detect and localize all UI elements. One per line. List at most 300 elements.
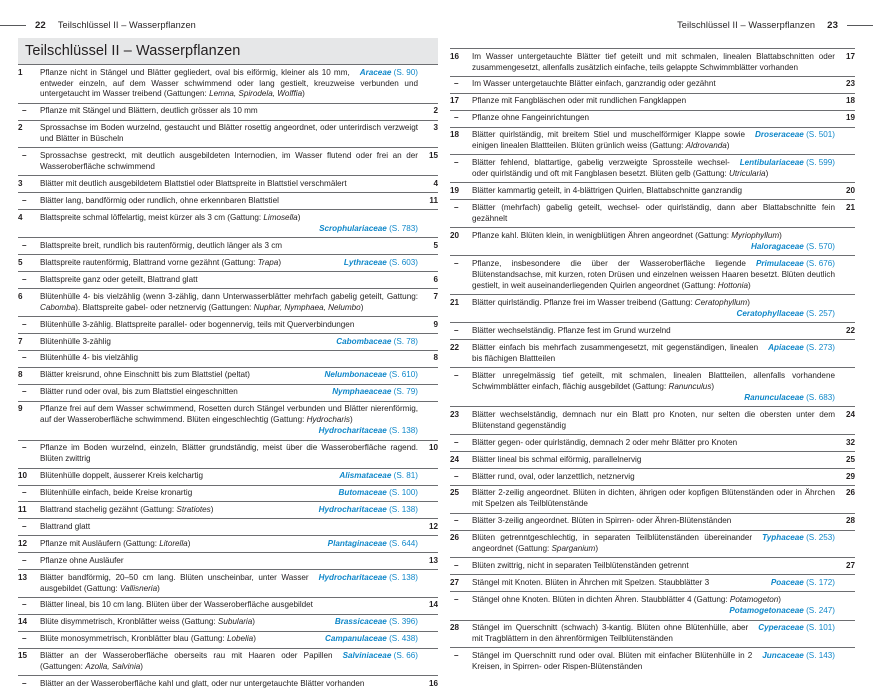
key-couplet-row[interactable] [450, 592, 855, 620]
page-reference[interactable]: (S. 683) [804, 393, 835, 402]
key-couplet-row[interactable] [18, 272, 438, 289]
couplet-description [472, 256, 835, 295]
lead-number: 19 [450, 183, 472, 200]
key-couplet-row[interactable] [18, 193, 438, 210]
key-couplet-row[interactable] [450, 93, 855, 110]
lead-number: 8 [18, 367, 40, 384]
lead-text: Blätter quirlständig, mit breitem Stiel und muschelförmiger Klappe sowie einigen linealen Blattteilen. Blüten grünlich weiss (Gattung: [472, 130, 745, 150]
goto-lead-number[interactable] [418, 485, 438, 502]
key-couplet-row[interactable] [18, 65, 438, 104]
key-couplet-row[interactable] [18, 676, 438, 692]
lead-number: 9 [18, 401, 40, 440]
key-couplet-row[interactable] [18, 103, 438, 120]
page-reference[interactable]: (S. 396) [387, 617, 418, 626]
lead-text: Blattrand stachelig gezähnt (Gattung: [40, 505, 176, 514]
genus-name: Utricularia [729, 169, 766, 178]
family-name[interactable]: Ranunculaceae [744, 393, 804, 402]
family-name[interactable]: Lentibulariaceae [740, 158, 804, 167]
key-couplet-row[interactable] [450, 155, 855, 183]
lead-dash: – [18, 350, 40, 367]
key-couplet-row[interactable] [450, 256, 855, 295]
goto-lead-number[interactable] [835, 127, 855, 155]
couplet-description [40, 553, 418, 570]
key-couplet-row[interactable] [18, 485, 438, 502]
key-couplet-row[interactable] [18, 614, 438, 631]
family-name[interactable]: Primulaceae [756, 259, 804, 268]
goto-lead-number[interactable] [835, 592, 855, 620]
goto-lead-number[interactable] [418, 502, 438, 519]
lead-number: 16 [450, 49, 472, 77]
page-reference[interactable]: (S. 783) [387, 224, 418, 233]
goto-lead-number[interactable]: 6 [418, 272, 438, 289]
genus-name: Hottonia [718, 281, 748, 290]
lead-dash: – [18, 238, 40, 255]
page-reference[interactable]: (S. 90) [391, 68, 418, 77]
couplet-description [40, 614, 418, 631]
family-reference[interactable] [755, 130, 835, 141]
couplet-description [472, 183, 835, 200]
key-couplet-row[interactable] [450, 49, 855, 77]
page-reference[interactable]: (S. 138) [387, 573, 418, 582]
family-name[interactable]: Salviniaceae [343, 651, 392, 660]
family-reference[interactable] [343, 651, 418, 662]
page-reference[interactable]: (S. 273) [804, 343, 835, 352]
family-name[interactable]: Alismataceae [339, 471, 391, 480]
goto-lead-number[interactable]: 10 [418, 440, 438, 468]
genus-name: Sparganium [552, 544, 596, 553]
lead-dash: – [450, 200, 472, 228]
lead-dash: – [450, 513, 472, 530]
page-reference[interactable]: (S. 138) [387, 505, 418, 514]
key-couplet-row[interactable] [18, 631, 438, 648]
page-reference[interactable]: (S. 172) [804, 578, 835, 587]
family-reference[interactable] [756, 259, 835, 270]
couplet-description [40, 384, 418, 401]
key-couplet-row[interactable] [450, 110, 855, 127]
lead-text: Blätter lineal bis schmal eiförmig, parallelnervig [472, 455, 641, 464]
key-couplet-row[interactable] [450, 368, 855, 407]
key-couplet-row[interactable] [450, 435, 855, 452]
couplet-description [40, 440, 418, 468]
goto-lead-number[interactable]: 5 [418, 238, 438, 255]
couplet-description [472, 592, 835, 620]
key-couplet-row[interactable] [18, 536, 438, 553]
couplet-description [472, 513, 835, 530]
key-couplet-row[interactable] [450, 183, 855, 200]
page-reference[interactable]: (S. 610) [387, 370, 418, 379]
lead-dash: – [18, 597, 40, 614]
goto-lead-number[interactable] [418, 255, 438, 272]
key-couplet-row[interactable] [18, 255, 438, 272]
goto-lead-number[interactable]: 22 [835, 323, 855, 340]
lead-text: Blüte monosymmetrisch, Kronblätter blau (Gattung: [40, 634, 227, 643]
key-couplet-row[interactable] [18, 289, 438, 317]
goto-lead-number[interactable] [418, 570, 438, 598]
lead-text: ) [157, 584, 160, 593]
family-name[interactable]: Haloragaceae [751, 242, 804, 251]
family-name[interactable]: Nymphaeaceae [332, 387, 391, 396]
lead-dash: – [18, 193, 40, 210]
lead-dash: – [18, 317, 40, 334]
couplet-description [472, 407, 835, 435]
key-couplet-row[interactable] [18, 384, 438, 401]
page-reference[interactable]: (S. 644) [387, 539, 418, 548]
goto-lead-number[interactable]: 23 [835, 76, 855, 93]
goto-lead-number[interactable] [418, 614, 438, 631]
key-rows-left [18, 65, 438, 692]
key-couplet-row[interactable] [450, 200, 855, 228]
key-couplet-row[interactable] [18, 401, 438, 440]
family-reference[interactable] [325, 634, 418, 645]
family-reference[interactable] [328, 539, 418, 550]
goto-lead-number[interactable] [418, 631, 438, 648]
goto-lead-number[interactable]: 27 [835, 558, 855, 575]
page-reference[interactable]: (S. 253) [804, 533, 835, 542]
lead-text: Blattspreite schmal löffelartig, meist kürzer als 3 cm (Gattung: [40, 213, 263, 222]
family-reference[interactable] [472, 309, 835, 320]
goto-lead-number[interactable]: 7 [418, 289, 438, 317]
key-couplet-row[interactable] [18, 350, 438, 367]
key-couplet-row[interactable] [450, 127, 855, 155]
page-reference[interactable]: (S. 599) [804, 158, 835, 167]
key-couplet-row[interactable] [18, 176, 438, 193]
goto-lead-number[interactable] [835, 530, 855, 558]
family-name[interactable]: Plantaginaceae [328, 539, 387, 548]
page-reference[interactable]: (S. 570) [804, 242, 835, 251]
goto-lead-number[interactable]: 20 [835, 183, 855, 200]
family-name[interactable]: Cabombaceae [336, 337, 391, 346]
couplet-description [472, 340, 835, 368]
goto-lead-number[interactable]: 16 [418, 676, 438, 692]
page-reference[interactable]: (S. 603) [387, 258, 418, 267]
genus-name: Stratiotes [176, 505, 210, 514]
goto-lead-number[interactable] [835, 575, 855, 592]
goto-lead-number[interactable]: 24 [835, 407, 855, 435]
goto-lead-number[interactable]: 3 [418, 120, 438, 148]
goto-lead-number[interactable] [418, 536, 438, 553]
family-reference[interactable] [771, 578, 835, 589]
goto-lead-number[interactable]: 21 [835, 200, 855, 228]
lead-dash: – [18, 272, 40, 289]
goto-lead-number[interactable] [418, 367, 438, 384]
key-couplet-row[interactable] [450, 407, 855, 435]
lead-dash: – [18, 148, 40, 176]
goto-lead-number[interactable] [418, 333, 438, 350]
family-reference[interactable] [472, 242, 835, 253]
lead-number: 17 [450, 93, 472, 110]
family-name[interactable]: Scrophulariaceae [319, 224, 387, 233]
family-name[interactable]: Campanulaceae [325, 634, 387, 643]
key-couplet-row[interactable] [450, 620, 855, 648]
family-reference[interactable] [40, 224, 418, 235]
family-reference[interactable] [344, 258, 418, 269]
running-head-rule-icon [847, 25, 873, 26]
lead-text: Blätter rund, oval, oder lanzettlich, netznervig [472, 472, 635, 481]
genus-name: Potamogeton [730, 595, 778, 604]
goto-lead-number[interactable] [418, 401, 438, 440]
family-reference[interactable] [762, 533, 835, 544]
lead-text: Blattrand glatt [40, 522, 90, 531]
couplet-description [40, 631, 418, 648]
genus-name: Nuphar, Nymphaea, Nelumbo [254, 303, 361, 312]
goto-lead-number[interactable] [418, 65, 438, 104]
key-couplet-row[interactable] [450, 76, 855, 93]
goto-lead-number[interactable]: 18 [835, 93, 855, 110]
lead-text: Blätter kammartig geteilt, in 4-blättrigen Quirlen, Blattabschnitte ganzrandig [472, 186, 742, 195]
goto-lead-number[interactable]: 14 [418, 597, 438, 614]
key-couplet-row[interactable] [18, 648, 438, 676]
couplet-description [40, 317, 418, 334]
lead-text: Blätter mit deutlich ausgebildetem Blattstiel oder Blattspreite in Blattstiel verschmälert [40, 179, 347, 188]
key-couplet-row[interactable] [450, 295, 855, 323]
goto-lead-number[interactable]: 13 [418, 553, 438, 570]
key-couplet-row[interactable] [18, 519, 438, 536]
lead-number: 14 [18, 614, 40, 631]
page-reference[interactable]: (S. 101) [804, 623, 835, 632]
key-couplet-row[interactable] [450, 323, 855, 340]
running-head-left [18, 0, 438, 30]
lead-text: Blätter bandförmig, 20–50 cm lang. Blüten unscheinbar, unter Wasser ausgebildet (Gattung: [40, 573, 309, 593]
family-name[interactable]: Hydrocharitaceae [319, 505, 387, 514]
lead-dash: – [450, 323, 472, 340]
lead-text: Pflanze kahl. Blüten klein, in wenigblütigen Ähren angeordnet (Gattung: [472, 231, 731, 240]
key-couplet-row[interactable] [18, 440, 438, 468]
page-number-right: 23 [827, 20, 838, 31]
couplet-description [40, 103, 418, 120]
couplet-description [472, 155, 835, 183]
key-couplet-row[interactable] [18, 238, 438, 255]
goto-lead-number[interactable]: 28 [835, 513, 855, 530]
goto-lead-number[interactable] [835, 648, 855, 675]
couplet-description [472, 620, 835, 648]
family-name[interactable]: Potamogetonaceae [729, 606, 804, 615]
family-reference[interactable] [319, 505, 418, 516]
goto-lead-number[interactable]: 26 [835, 485, 855, 513]
key-couplet-row[interactable] [450, 468, 855, 485]
lead-dash: – [18, 440, 40, 468]
genus-name: Lobelia [227, 634, 253, 643]
key-couplet-row[interactable] [450, 452, 855, 469]
page-reference[interactable]: (S. 78) [391, 337, 418, 346]
lead-text: Blätter lineal, bis 10 cm lang. Blüten über der Wasseroberfläche ausgebildet [40, 600, 313, 609]
goto-lead-number[interactable] [835, 295, 855, 323]
page-reference[interactable]: (S. 676) [804, 259, 835, 268]
lead-number: 3 [18, 176, 40, 193]
genus-name: Ranunculus [668, 382, 711, 391]
lead-dash: – [450, 592, 472, 620]
key-couplet-row[interactable] [450, 530, 855, 558]
lead-number: 11 [18, 502, 40, 519]
genus-name: Litorella [159, 539, 187, 548]
family-name[interactable]: Cyperaceae [758, 623, 804, 632]
goto-lead-number[interactable] [418, 648, 438, 676]
family-name[interactable]: Hydrocharitaceae [319, 573, 387, 582]
family-reference[interactable] [762, 651, 835, 662]
lead-text: Blätter einfach bis mehrfach zusammengesetzt, mit gegenständigen, linealen bis flächigen Blattteilen [472, 343, 758, 363]
running-head-right [450, 0, 855, 30]
right-page [448, 0, 873, 648]
key-couplet-row[interactable] [18, 148, 438, 176]
key-couplet-row[interactable] [18, 367, 438, 384]
family-name[interactable]: Droseraceae [755, 130, 804, 139]
genus-name: Lemna, Spirodela, Wolffia [209, 89, 302, 98]
family-name[interactable]: Juncaceae [762, 651, 804, 660]
key-couplet-row[interactable] [18, 597, 438, 614]
page-reference[interactable]: (S. 247) [804, 606, 835, 615]
goto-lead-number[interactable] [835, 368, 855, 407]
key-table-left [18, 64, 438, 692]
goto-lead-number[interactable]: 19 [835, 110, 855, 127]
key-couplet-row[interactable] [450, 558, 855, 575]
key-couplet-row[interactable] [450, 340, 855, 368]
family-name[interactable]: Typhaceae [762, 533, 804, 542]
family-reference[interactable] [740, 158, 835, 169]
goto-lead-number[interactable]: 9 [418, 317, 438, 334]
lead-number: 4 [18, 210, 40, 238]
goto-lead-number[interactable]: 11 [418, 193, 438, 210]
goto-lead-number[interactable] [835, 620, 855, 648]
family-reference[interactable] [336, 337, 418, 348]
key-couplet-row[interactable] [450, 485, 855, 513]
goto-lead-number[interactable]: 32 [835, 435, 855, 452]
page-reference[interactable]: (S. 100) [387, 488, 418, 497]
family-reference[interactable] [472, 606, 835, 617]
lead-dash: – [450, 468, 472, 485]
family-reference[interactable] [40, 426, 418, 437]
goto-lead-number[interactable]: 2 [418, 103, 438, 120]
key-couplet-row[interactable] [18, 210, 438, 238]
lead-text: Blätter lang, bandförmig oder rundlich, ohne erkennbaren Blattstiel [40, 196, 279, 205]
lead-text: ) [350, 415, 353, 424]
lead-number: 5 [18, 255, 40, 272]
key-couplet-row[interactable] [450, 648, 855, 675]
lead-text: Stängel ohne Knoten. Blüten in dichten Ähren. Staubblätter 4 (Gattung: [472, 595, 730, 604]
couplet-description [40, 255, 418, 272]
page-reference[interactable]: (S. 138) [387, 426, 418, 435]
couplet-description [40, 176, 418, 193]
goto-lead-number[interactable] [835, 227, 855, 255]
page-reference[interactable]: (S. 501) [804, 130, 835, 139]
couplet-description [40, 272, 418, 289]
goto-lead-number[interactable]: 29 [835, 468, 855, 485]
family-reference[interactable] [339, 488, 419, 499]
family-reference[interactable] [758, 623, 835, 634]
couplet-description [472, 76, 835, 93]
couplet-description [472, 49, 835, 77]
couplet-description [40, 676, 418, 692]
page-reference[interactable]: (S. 143) [804, 651, 835, 660]
couplet-description [40, 148, 418, 176]
lead-text: Blätter an der Wasseroberfläche oberseits rau mit Haaren oder Papillen (Gattungen: [40, 651, 333, 671]
family-name[interactable]: Nelumbonaceae [325, 370, 387, 379]
goto-lead-number[interactable] [418, 468, 438, 485]
goto-lead-number[interactable]: 4 [418, 176, 438, 193]
goto-lead-number[interactable]: 25 [835, 452, 855, 469]
family-reference[interactable] [360, 68, 418, 79]
family-name[interactable]: Ceratophyllaceae [737, 309, 804, 318]
couplet-description [40, 193, 418, 210]
goto-lead-number[interactable] [835, 155, 855, 183]
key-couplet-row[interactable] [18, 333, 438, 350]
family-reference[interactable] [472, 393, 835, 404]
lead-text: Sprossachse im Boden wurzelnd, gestaucht und Blätter rosettig angeordnet, oder unterirdisch verzweigt und Blätter in Büscheln [40, 123, 418, 143]
couplet-description [472, 368, 835, 407]
family-name[interactable]: Brassicaceae [335, 617, 387, 626]
family-reference[interactable] [339, 471, 418, 482]
couplet-description [40, 597, 418, 614]
section-title-band [18, 38, 438, 64]
lead-text: Pflanze im Boden wurzelnd, einzeln, Blätter grundständig, meist über die Wasseroberfläche ragend. Blüten zwittrig [40, 443, 418, 463]
couplet-description [40, 519, 418, 536]
family-reference[interactable] [335, 617, 418, 628]
key-couplet-row[interactable] [18, 317, 438, 334]
lead-dash: – [18, 384, 40, 401]
key-couplet-row[interactable] [18, 120, 438, 148]
page-reference[interactable]: (S. 66) [391, 651, 418, 660]
couplet-description [472, 110, 835, 127]
key-couplet-row[interactable] [18, 553, 438, 570]
genus-name: Vallisneria [120, 584, 157, 593]
family-name[interactable]: Apiaceae [768, 343, 804, 352]
lead-text: Pflanze mit Ausläufern (Gattung: [40, 539, 159, 548]
goto-lead-number[interactable] [418, 384, 438, 401]
family-name[interactable]: Araceae [360, 68, 392, 77]
lead-dash: – [18, 485, 40, 502]
lead-text: Blütenhülle einfach, beide Kreise kronartig [40, 488, 192, 497]
running-head-title-right: Teilschlüssel II – Wasserpflanzen [677, 20, 815, 30]
lead-text: Pflanze ohne Fangeinrichtungen [472, 113, 589, 122]
lead-text: Blattspreite breit, rundlich bis rautenförmig, deutlich länger als 3 cm [40, 241, 282, 250]
page-reference[interactable]: (S. 79) [391, 387, 418, 396]
lead-dash: – [18, 676, 40, 692]
couplet-description [472, 200, 835, 228]
key-couplet-row[interactable] [18, 570, 438, 598]
page-reference[interactable]: (S. 257) [804, 309, 835, 318]
couplet-description [40, 570, 418, 598]
family-reference[interactable] [325, 370, 419, 381]
key-couplet-row[interactable] [450, 513, 855, 530]
lead-number: 20 [450, 227, 472, 255]
key-couplet-row[interactable] [18, 468, 438, 485]
family-reference[interactable] [332, 387, 418, 398]
family-name[interactable]: Poaceae [771, 578, 804, 587]
lead-dash: – [450, 256, 472, 295]
family-reference[interactable] [768, 343, 835, 354]
page-reference[interactable]: (S. 438) [387, 634, 418, 643]
goto-lead-number[interactable] [835, 340, 855, 368]
couplet-description [40, 238, 418, 255]
goto-lead-number[interactable]: 8 [418, 350, 438, 367]
key-couplet-row[interactable] [450, 227, 855, 255]
goto-lead-number[interactable]: 15 [418, 148, 438, 176]
family-name[interactable]: Hydrocharitaceae [319, 426, 387, 435]
goto-lead-number[interactable] [835, 256, 855, 295]
key-couplet-row[interactable] [450, 575, 855, 592]
lead-text: Blätter 3-zeilig angeordnet. Blüten in Spirren- oder Ähren-Blütenständen [472, 516, 731, 525]
lead-number: 21 [450, 295, 472, 323]
goto-lead-number[interactable]: 12 [418, 519, 438, 536]
lead-number: 18 [450, 127, 472, 155]
lead-text: ) [747, 298, 750, 307]
family-name[interactable]: Lythraceae [344, 258, 387, 267]
goto-lead-number[interactable] [418, 210, 438, 238]
page-reference[interactable]: (S. 81) [391, 471, 418, 480]
key-couplet-row[interactable] [18, 502, 438, 519]
goto-lead-number[interactable]: 17 [835, 49, 855, 77]
lead-text: Blüte disymmetrisch, Kronblätter weiss (Gattung: [40, 617, 218, 626]
family-reference[interactable] [319, 573, 418, 584]
family-name[interactable]: Butomaceae [339, 488, 387, 497]
